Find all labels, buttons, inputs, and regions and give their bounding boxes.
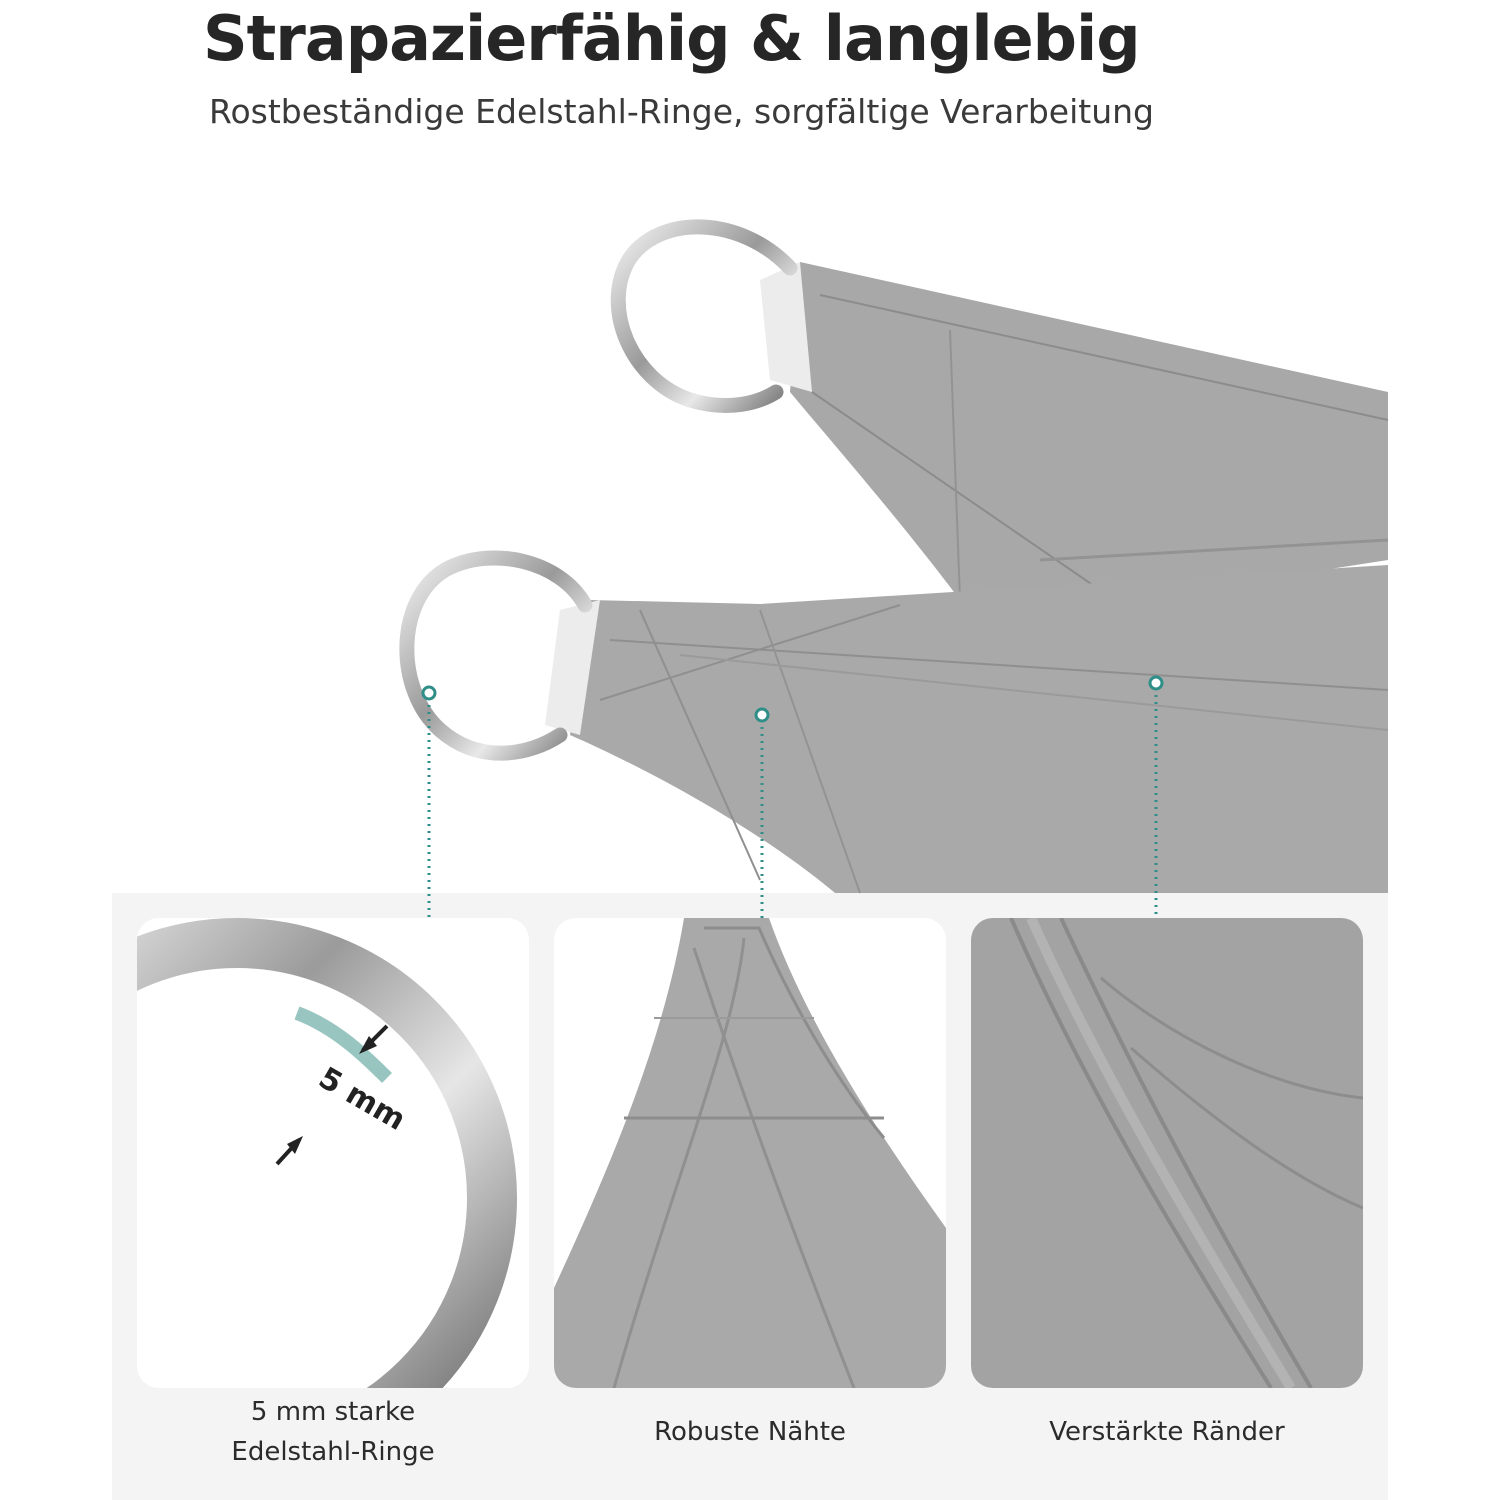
reinforced-edge-closeup-icon <box>971 918 1363 1388</box>
feature-caption-steel-ring-block <box>137 1392 529 1472</box>
page-title: Strapazierfähig & langlebig <box>203 2 1140 75</box>
feature-card-seams <box>554 918 946 1388</box>
page-subtitle: Rostbeständige Edelstahl-Ringe, sorgfältige Verarbeitung <box>209 92 1154 131</box>
caption-steel-ring-line2: Edelstahl-Ringe <box>231 1437 435 1467</box>
feature-caption-seams: Robuste Nähte <box>654 1417 846 1447</box>
feature-caption-edges: Verstärkte Ränder <box>1049 1417 1285 1447</box>
upper-sail-fabric <box>790 262 1388 600</box>
ring-thickness-label: 5 mm <box>312 1060 412 1138</box>
feature-card-steel-ring <box>137 918 529 1388</box>
feature-card-reinforced-edges <box>971 918 1363 1388</box>
caption-steel-ring-line1: 5 mm starke <box>250 1397 416 1427</box>
steel-ring-closeup-icon <box>137 918 529 1388</box>
seam-closeup-icon <box>554 918 946 1388</box>
